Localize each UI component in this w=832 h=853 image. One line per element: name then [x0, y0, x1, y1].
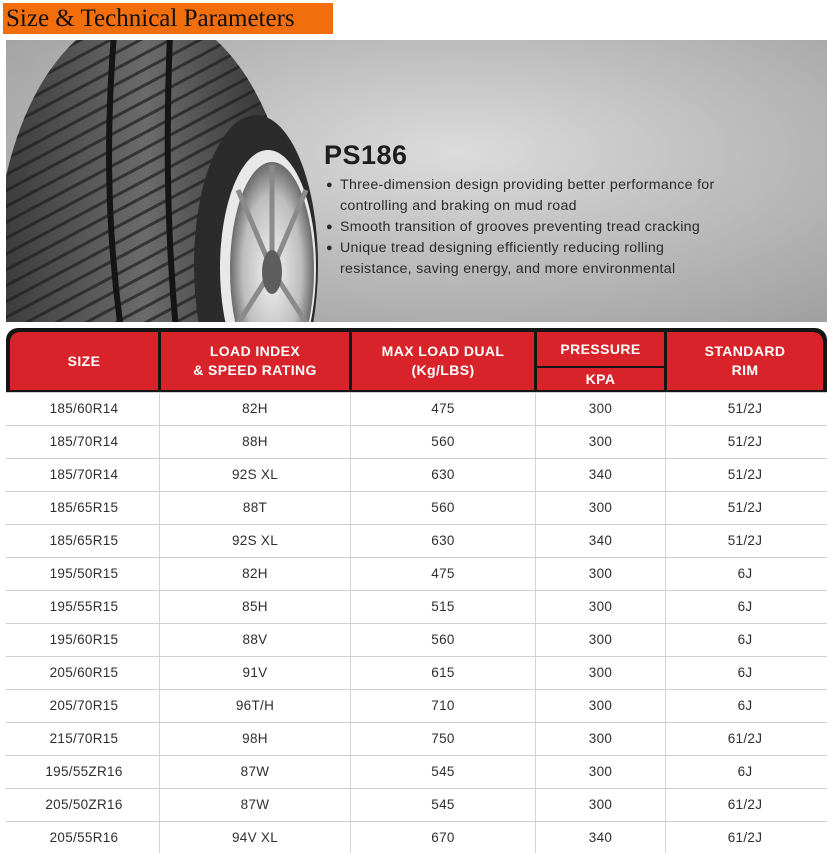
cell-rim: 51/2J — [727, 533, 763, 548]
column-divider — [350, 525, 351, 557]
bullet-icon: ● — [326, 242, 333, 254]
column-divider — [350, 690, 351, 722]
column-divider — [665, 690, 666, 722]
column-divider — [350, 591, 351, 623]
cell-pressure: 300 — [588, 434, 613, 449]
cell-size: 185/65R15 — [49, 533, 119, 548]
column-divider — [665, 426, 666, 458]
column-divider — [350, 558, 351, 590]
column-divider — [159, 459, 160, 491]
cell-pressure: 300 — [588, 797, 613, 812]
header-max-load: MAX LOAD DUAL (Kg/LBS) — [352, 332, 534, 390]
cell-rim: 6J — [737, 764, 753, 779]
column-divider — [159, 822, 160, 853]
cell-load: 87W — [240, 797, 270, 812]
column-divider — [159, 690, 160, 722]
cell-rim: 51/2J — [727, 467, 763, 482]
column-divider — [159, 393, 160, 425]
feature-line: resistance, saving energy, and more environmental — [340, 261, 676, 277]
table-header — [6, 328, 827, 392]
section-title: Size & Technical Parameters — [3, 3, 333, 34]
bullet-icon: ● — [326, 221, 333, 233]
column-divider — [159, 525, 160, 557]
column-divider — [350, 492, 351, 524]
cell-load: 87W — [240, 764, 270, 779]
column-divider — [535, 426, 536, 458]
feature-list — [326, 175, 766, 280]
column-divider — [350, 723, 351, 755]
column-divider — [665, 624, 666, 656]
cell-max-load: 475 — [431, 401, 455, 416]
column-divider — [159, 558, 160, 590]
cell-max-load: 670 — [431, 830, 455, 845]
column-divider — [535, 657, 536, 689]
column-divider — [535, 558, 536, 590]
table-row — [6, 491, 827, 524]
cell-max-load: 560 — [431, 500, 455, 515]
cell-load: 82H — [242, 566, 268, 581]
cell-pressure: 300 — [588, 632, 613, 647]
cell-size: 185/60R14 — [49, 401, 119, 416]
column-divider — [665, 756, 666, 788]
column-divider — [665, 558, 666, 590]
column-divider — [665, 657, 666, 689]
column-divider — [350, 459, 351, 491]
column-divider — [535, 393, 536, 425]
cell-pressure: 340 — [588, 830, 613, 845]
table-row — [6, 425, 827, 458]
cell-max-load: 615 — [431, 665, 455, 680]
cell-rim: 51/2J — [727, 401, 763, 416]
cell-load: 92S XL — [231, 467, 279, 482]
table-row — [6, 755, 827, 788]
cell-rim: 61/2J — [727, 830, 763, 845]
column-divider — [350, 789, 351, 821]
cell-load: 98H — [242, 731, 268, 746]
column-divider — [535, 723, 536, 755]
cell-pressure: 300 — [588, 500, 613, 515]
cell-load: 88H — [242, 434, 268, 449]
column-divider — [665, 591, 666, 623]
column-divider — [535, 624, 536, 656]
column-divider — [350, 657, 351, 689]
cell-size: 205/70R15 — [49, 698, 119, 713]
column-divider — [350, 756, 351, 788]
table-row — [6, 524, 827, 557]
cell-rim: 6J — [737, 665, 753, 680]
column-divider — [159, 789, 160, 821]
cell-size: 215/70R15 — [49, 731, 119, 746]
bullet-icon: ● — [326, 179, 333, 191]
column-divider — [665, 723, 666, 755]
cell-size: 185/70R14 — [49, 434, 119, 449]
table-row — [6, 623, 827, 656]
table-body — [6, 392, 827, 853]
cell-pressure: 340 — [588, 533, 613, 548]
cell-size: 205/60R15 — [49, 665, 119, 680]
column-divider — [350, 393, 351, 425]
column-divider — [159, 492, 160, 524]
cell-size: 205/55R16 — [49, 830, 119, 845]
spec-table — [6, 328, 827, 853]
table-row — [6, 689, 827, 722]
cell-load: 96T/H — [235, 698, 275, 713]
feature-item — [326, 175, 766, 217]
column-divider — [159, 723, 160, 755]
column-divider — [535, 591, 536, 623]
column-divider — [535, 756, 536, 788]
column-divider — [535, 690, 536, 722]
feature-item — [326, 238, 766, 280]
cell-load: 92S XL — [231, 533, 279, 548]
cell-pressure: 300 — [588, 764, 613, 779]
column-divider — [665, 393, 666, 425]
cell-max-load: 750 — [431, 731, 455, 746]
column-divider — [535, 789, 536, 821]
column-divider — [535, 459, 536, 491]
column-divider — [535, 492, 536, 524]
table-row — [6, 458, 827, 491]
cell-load: 82H — [242, 401, 268, 416]
header-pressure-unit: KPA — [537, 368, 664, 390]
column-divider — [665, 492, 666, 524]
cell-rim: 51/2J — [727, 500, 763, 515]
cell-max-load: 630 — [431, 467, 455, 482]
cell-size: 185/70R14 — [49, 467, 119, 482]
cell-load: 88T — [242, 500, 268, 515]
cell-max-load: 475 — [431, 566, 455, 581]
cell-pressure: 300 — [588, 698, 613, 713]
column-divider — [665, 459, 666, 491]
cell-pressure: 300 — [588, 566, 613, 581]
column-divider — [535, 822, 536, 853]
cell-load: 85H — [242, 599, 268, 614]
cell-load: 94V XL — [231, 830, 279, 845]
cell-pressure: 340 — [588, 467, 613, 482]
feature-line: Three-dimension design providing better performance for — [340, 177, 715, 193]
column-divider — [350, 426, 351, 458]
cell-max-load: 545 — [431, 764, 455, 779]
cell-max-load: 560 — [431, 632, 455, 647]
column-divider — [159, 657, 160, 689]
cell-max-load: 710 — [431, 698, 455, 713]
column-divider — [350, 822, 351, 853]
cell-rim: 6J — [737, 698, 753, 713]
feature-item — [326, 217, 766, 238]
cell-max-load: 630 — [431, 533, 455, 548]
cell-rim: 6J — [737, 599, 753, 614]
cell-rim: 6J — [737, 566, 753, 581]
table-row — [6, 821, 827, 853]
header-load-index: LOAD INDEX & SPEED RATING — [161, 332, 349, 390]
cell-pressure: 300 — [588, 599, 613, 614]
tire-image — [6, 40, 336, 322]
column-divider — [665, 789, 666, 821]
feature-line: controlling and braking on mud road — [340, 198, 577, 214]
product-banner — [6, 40, 827, 322]
cell-pressure: 300 — [588, 731, 613, 746]
cell-rim: 6J — [737, 632, 753, 647]
table-row — [6, 788, 827, 821]
cell-size: 185/65R15 — [49, 500, 119, 515]
cell-size: 205/50ZR16 — [45, 797, 123, 812]
table-row — [6, 722, 827, 755]
header-standard-rim: STANDARD RIM — [667, 332, 823, 390]
cell-rim: 51/2J — [727, 434, 763, 449]
table-row — [6, 392, 827, 425]
cell-max-load: 515 — [431, 599, 455, 614]
cell-size: 195/55ZR16 — [45, 764, 123, 779]
column-divider — [665, 822, 666, 853]
cell-load: 88V — [242, 632, 268, 647]
table-row — [6, 590, 827, 623]
cell-max-load: 560 — [431, 434, 455, 449]
column-divider — [665, 525, 666, 557]
table-row — [6, 557, 827, 590]
feature-line: Smooth transition of grooves preventing tread cracking — [340, 219, 701, 235]
feature-line: Unique tread designing efficiently reducing rolling — [340, 240, 665, 256]
cell-size: 195/50R15 — [49, 566, 119, 581]
cell-rim: 61/2J — [727, 797, 763, 812]
column-divider — [350, 624, 351, 656]
cell-size: 195/55R15 — [49, 599, 119, 614]
cell-pressure: 300 — [588, 401, 613, 416]
header-size: SIZE — [10, 332, 158, 390]
cell-size: 195/60R15 — [49, 632, 119, 647]
column-divider — [159, 756, 160, 788]
column-divider — [159, 591, 160, 623]
column-divider — [159, 624, 160, 656]
column-divider — [535, 525, 536, 557]
column-divider — [159, 426, 160, 458]
table-row — [6, 656, 827, 689]
product-name: PS186 — [324, 140, 408, 170]
cell-max-load: 545 — [431, 797, 455, 812]
cell-pressure: 300 — [588, 665, 613, 680]
header-pressure: PRESSURE — [537, 332, 664, 366]
cell-load: 91V — [242, 665, 268, 680]
cell-rim: 61/2J — [727, 731, 763, 746]
